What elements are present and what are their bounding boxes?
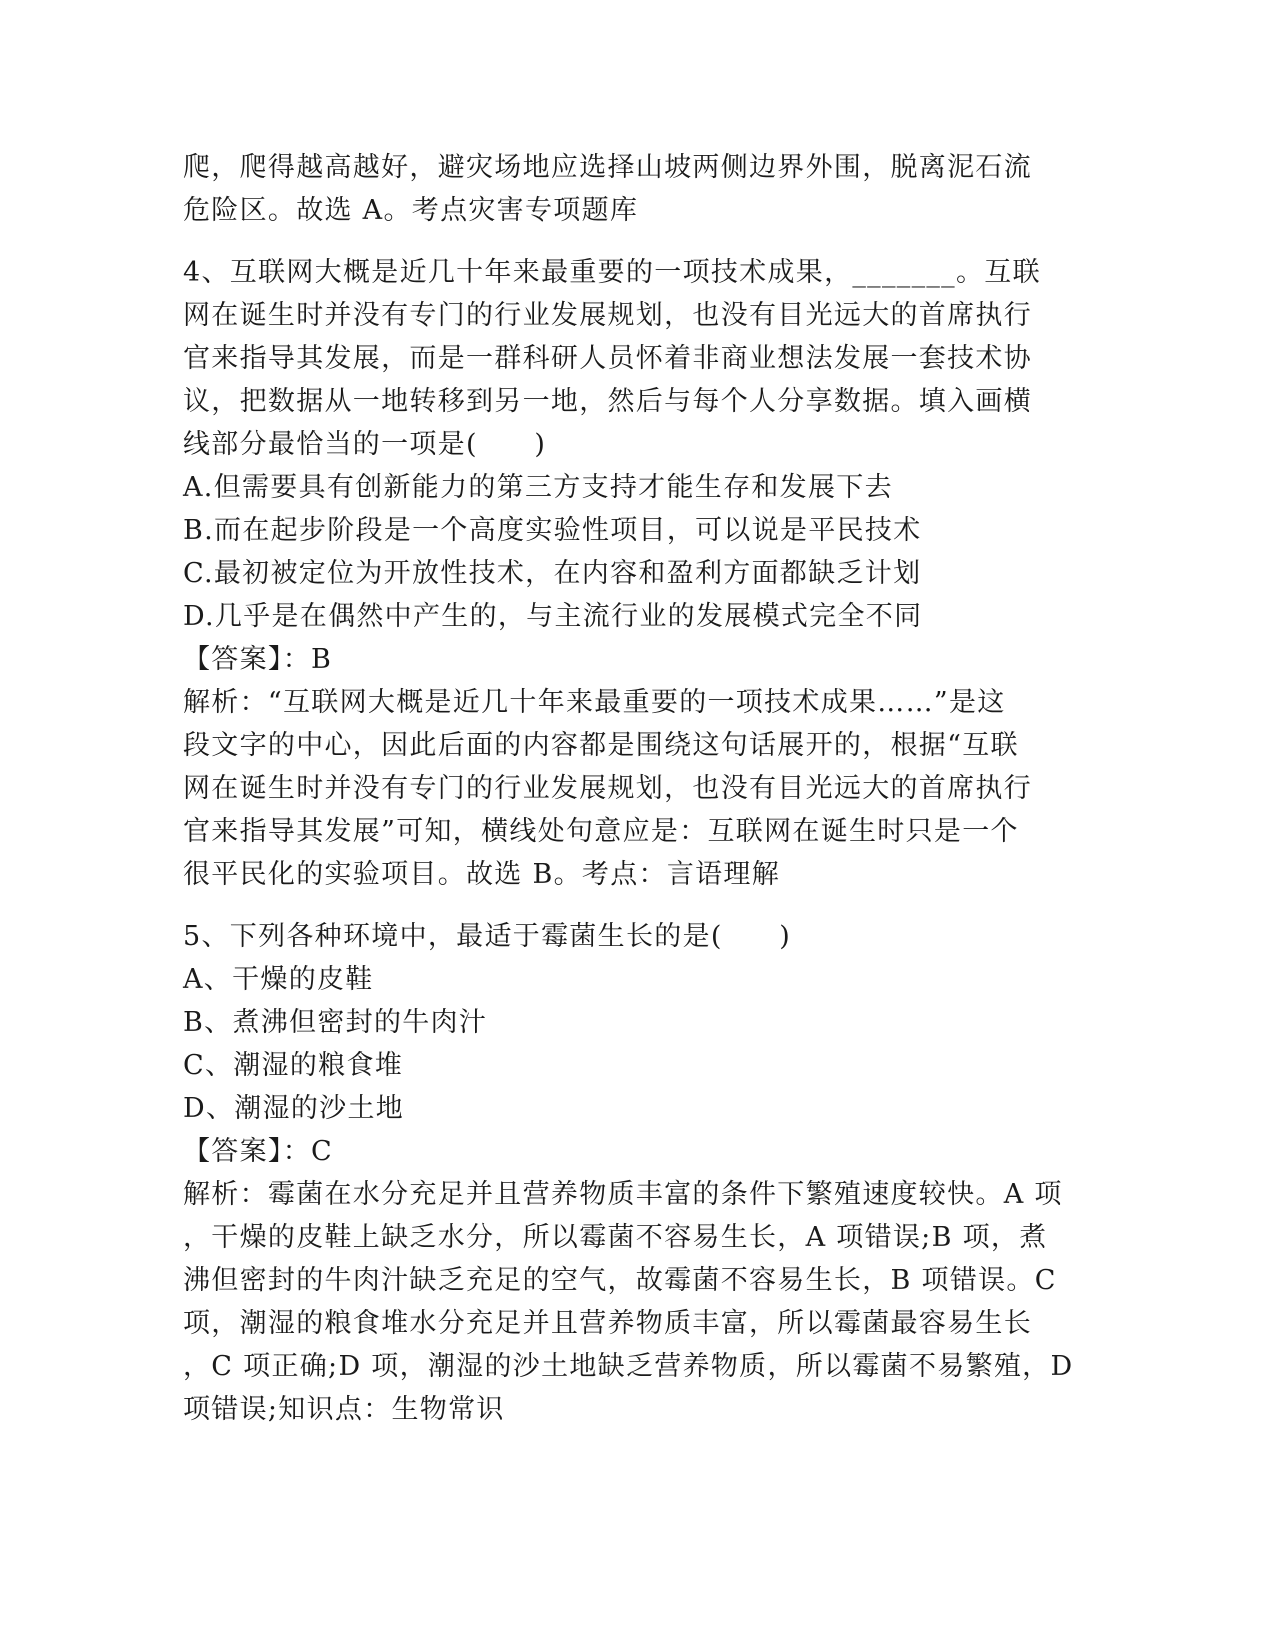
analysis-line: 解析：“互联网大概是近几十年来最重要的一项技术成果……”是这	[183, 687, 1006, 718]
option-b: B、煮沸但密封的牛肉汁	[183, 1007, 488, 1038]
stem-line: 官来指导其发展，而是一群科研人员怀着非商业想法发展一套技术协	[183, 343, 1032, 374]
stem-line: 网在诞生时并没有专门的行业发展规划，也没有目光远大的首席执行	[183, 300, 1032, 331]
document-page	[183, 146, 1088, 1431]
question-5-stem	[183, 915, 1088, 958]
question-5-answer: 【答案】：C	[183, 1136, 333, 1167]
text-line: 爬，爬得越高越好，避灾场地应选择山坡两侧边界外围，脱离泥石流	[183, 152, 1032, 183]
stem-line: 4、互联网大概是近几十年来最重要的一项技术成果，_______。互联	[183, 257, 1041, 288]
option-b: B.而在起步阶段是一个高度实验性项目，可以说是平民技术	[183, 515, 922, 546]
analysis-line: 沸但密封的牛肉汁缺乏充足的空气，故霉菌不容易生长，B 项错误。C	[183, 1265, 1057, 1296]
question-4-analysis	[183, 681, 1088, 896]
analysis-line: 很平民化的实验项目。故选 B。考点：言语理解	[183, 859, 781, 890]
option-a: A、干燥的皮鞋	[183, 964, 374, 995]
paragraph-gap	[183, 896, 1088, 915]
question-4	[183, 251, 1088, 896]
question-4-answer: 【答案】：B	[183, 644, 333, 675]
previous-question-continuation	[183, 146, 1088, 232]
paragraph-gap	[183, 232, 1088, 251]
question-5-analysis	[183, 1173, 1088, 1431]
option-d: D、潮湿的沙土地	[183, 1093, 405, 1124]
question-4-stem	[183, 251, 1088, 466]
analysis-line: 解析：霉菌在水分充足并且营养物质丰富的条件下繁殖速度较快。A 项	[183, 1179, 1063, 1210]
analysis-line: 项错误;知识点：生物常识	[183, 1394, 505, 1425]
option-c: C.最初被定位为开放性技术，在内容和盈利方面都缺乏计划	[183, 558, 922, 589]
question-5-options	[183, 958, 1088, 1130]
text-line: 危险区。故选 A。考点灾害专项题库	[183, 195, 639, 226]
stem-line: 线部分最恰当的一项是( )	[183, 429, 547, 460]
analysis-line: ，C 项正确;D 项，潮湿的沙土地缺乏营养物质，所以霉菌不易繁殖，D	[183, 1351, 1074, 1382]
question-4-options	[183, 466, 1088, 638]
stem-line: 议，把数据从一地转移到另一地，然后与每个人分享数据。填入画横	[183, 386, 1032, 417]
option-d: D.几乎是在偶然中产生的，与主流行业的发展模式完全不同	[183, 601, 923, 632]
option-c: C、潮湿的粮食堆	[183, 1050, 404, 1081]
analysis-line: 网在诞生时并没有专门的行业发展规划，也没有目光远大的首席执行	[183, 773, 1032, 804]
analysis-line: 官来指导其发展”可知，横线处句意应是：互联网在诞生时只是一个	[183, 816, 1019, 847]
question-5	[183, 915, 1088, 1431]
stem-line: 5、下列各种环境中，最适于霉菌生长的是( )	[183, 921, 792, 952]
analysis-line: 段文字的中心，因此后面的内容都是围绕这句话展开的，根据“互联	[183, 730, 1019, 761]
analysis-line: ，干燥的皮鞋上缺乏水分，所以霉菌不容易生长，A 项错误;B 项，煮	[183, 1222, 1048, 1253]
option-a: A.但需要具有创新能力的第三方支持才能生存和发展下去	[183, 472, 893, 503]
analysis-line: 项，潮湿的粮食堆水分充足并且营养物质丰富，所以霉菌最容易生长	[183, 1308, 1032, 1339]
